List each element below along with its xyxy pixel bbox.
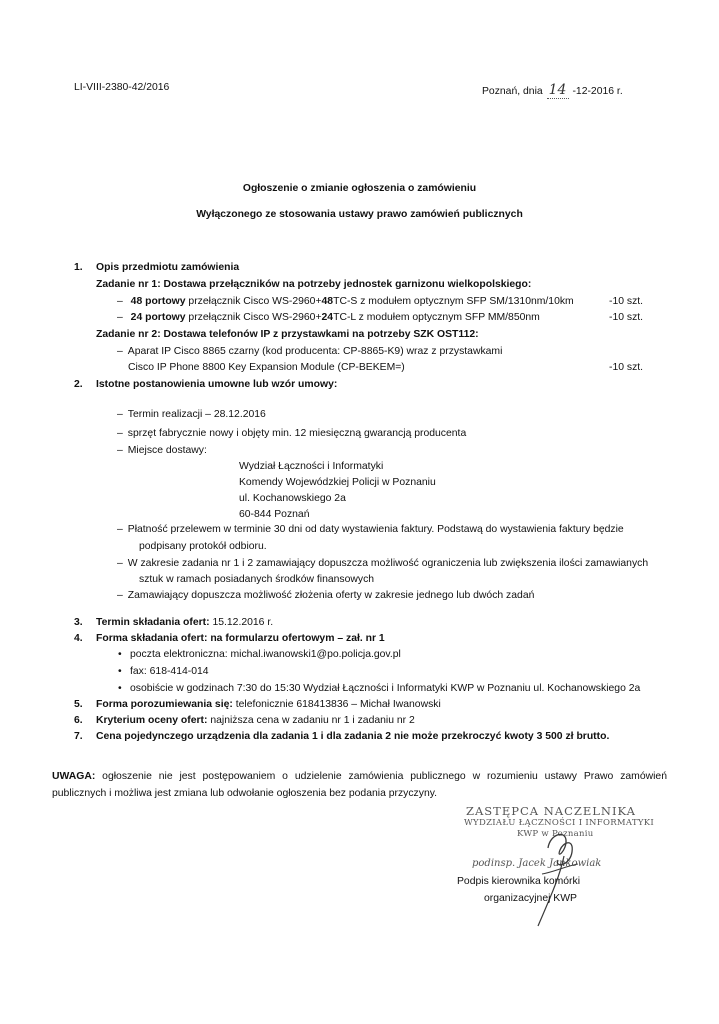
signature-caption-line-1: Podpis kierownika komórki [457,876,581,887]
section-4-heading: Forma składania ofert: na formularzu ofertowym – zał. nr 1 [96,633,385,644]
delivery-address-line-4: 60-844 Poznań [239,509,310,520]
stamp-name: podinsp. Jacek Jankowiak [472,858,602,869]
item-48-port-label: 48 portowy [130,296,186,307]
delivery-place-label: – Miejsce dostawy: [117,445,207,456]
task-1-item-48-port-qty: -10 szt. [609,296,644,307]
submission-email: • poczta elektroniczna: michal.iwanowski1@po.policja.gov.pl [130,649,401,660]
partial-offer: – Zamawiający dopuszcza możliwość złożenia oferty w zakresie jednego lub dwóch zadań [117,590,534,601]
section-6-number: 6. [74,715,83,726]
section-1-number: 1. [74,262,83,273]
payment-terms-line-2: podpisany protokół odbioru. [139,541,267,552]
task-2-heading: Zadanie nr 2: Dostawa telefonów IP z przystawkami na potrzeby SZK OST112: [96,329,479,340]
item-24-port-ports: 24 [321,312,334,323]
section-2-heading: Istotne postanowienia umowne lub wzór umowy: [96,379,338,390]
quantity-change-line-1: – W zakresie zadania nr 1 i 2 zamawiający dopuszcza możliwość ograniczenia lub zwiększenia ilości zamawianych [117,558,648,569]
stamp-title: ZASTĘPCA NACZELNIKA [466,804,636,818]
section-4-number: 4. [74,633,83,644]
item-24-port-label: 24 portowy [130,312,186,323]
task-1-item-24-port [117,312,540,323]
date-suffix: -12-2016 r. [572,86,623,97]
equipment-warranty: – sprzęt fabrycznie nowy i objęty min. 12 miesięczną gwarancją producenta [117,428,466,439]
communication-value: telefonicznie 618413836 – Michał Iwanowski [232,699,441,710]
submission-personal: • osobiście w godzinach 7:30 do 15:30 Wydział Łączności i Informatyki KWP w Poznaniu ul. Kochanowskiego 2a [130,683,640,694]
task-1-item-24-port-qty: -10 szt. [609,312,644,323]
document-reference: LI-VIII-2380-42/2016 [74,82,170,93]
section-3-text [96,617,273,628]
delivery-address-line-3: ul. Kochanowskiego 2a [239,493,346,504]
submission-fax: • fax: 618-414-014 [130,666,209,677]
task-2-item-line-1: – Aparat IP Cisco 8865 czarny (kod producenta: CP-8865-K9) wraz z przystawkami [117,346,502,357]
item-24-port-module: TC-L z modułem optycznym SFP MM/850nm [333,312,540,323]
item-48-port-module: TC-S z modułem optycznym SFP SM/1310nm/10km [333,296,574,307]
task-1-item-48-port [117,296,574,307]
place-date-prefix: Poznań, dnia [482,86,543,97]
section-7-number: 7. [74,731,83,742]
item-48-port-model: przełącznik Cisco WS-2960+ [185,296,322,307]
task-2-item-line-2: Cisco IP Phone 8800 Key Expansion Module (CP-BEKEM=) [128,362,405,373]
price-limit: Cena pojedynczego urządzenia dla zadania 1 i dla zadania 2 nie może przekroczyć kwoty 3 500 zł brutto. [96,731,610,742]
section-3-number: 3. [74,617,83,628]
notice-label: UWAGA: [52,771,96,782]
place-date [482,82,623,99]
section-5-number: 5. [74,699,83,710]
delivery-address-line-2: Komendy Wojewódzkiej Policji w Poznaniu [239,477,436,488]
document-title: Ogłoszenie o zmianie ogłoszenia o zamówieniu [242,183,477,194]
offer-deadline-label: Termin składania ofert: [96,617,210,628]
document-subtitle: Wyłączonego ze stosowania ustawy prawo zamówień publicznych [196,209,523,220]
item-48-port-ports: 48 [321,296,334,307]
section-6-text [96,715,415,726]
evaluation-criterion-label: Kryterium oceny ofert: [96,715,208,726]
payment-terms-line-1: – Płatność przelewem w terminie 30 dni od daty wystawienia faktury. Podstawą do wystawienia faktury będzie [117,524,624,535]
section-1-heading: Opis przedmiotu zamówienia [96,262,240,273]
task-2-item-qty: -10 szt. [609,362,644,373]
item-24-port-model: przełącznik Cisco WS-2960+ [185,312,322,323]
task-1-heading: Zadanie nr 1: Dostawa przełączników na potrzeby jednostek garnizonu wielkopolskiego: [96,279,532,290]
offer-deadline-value: 15.12.2016 r. [209,617,274,628]
section-5-text [96,699,441,710]
stamp-department: WYDZIAŁU ŁĄCZNOŚCI I INFORMATYKI [464,818,655,828]
handwritten-day: 14 [547,82,569,99]
notice-line-1 [52,771,667,782]
signature-caption-line-2: organizacyjnej KWP [484,893,577,904]
section-2-number: 2. [74,379,83,390]
notice-line-2: publicznych i możliwa jest zmiana lub odwołanie ogłoszenia bez podania przyczyny. [52,788,438,799]
evaluation-criterion-value: najniższa cena w zadaniu nr 1 i zadaniu nr 2 [207,715,415,726]
stamp-unit: KWP w Poznaniu [517,829,594,839]
notice-text-1: ogłoszenie nie jest postępowaniem o udzielenie zamówienia publicznego w rozumieniu ustawy Prawo zamówień [95,771,667,782]
delivery-term: – Termin realizacji – 28.12.2016 [117,409,266,420]
quantity-change-line-2: sztuk w ramach posiadanych środków finansowych [139,574,375,585]
delivery-address-line-1: Wydział Łączności i Informatyki [239,461,384,472]
communication-label: Forma porozumiewania się: [96,699,233,710]
